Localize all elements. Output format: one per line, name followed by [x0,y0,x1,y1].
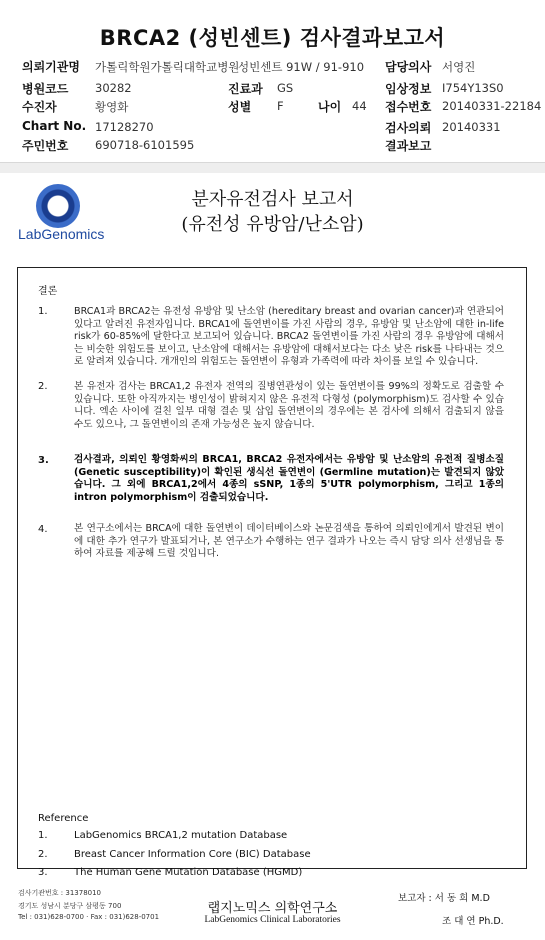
hospital-code-value: 30282 [95,81,132,95]
reporter: 보고자 : 서 동 희 M.D [398,893,490,904]
collector-label: 수진자 [22,100,57,114]
conclusion-num-3: 3. [38,455,49,466]
reviewer: 조 대 연 Ph.D. [442,916,504,927]
footer-license: 검사기관번호 : 31378010 [18,889,102,897]
conclusion-num-1: 1. [38,306,48,317]
section-divider [0,162,545,173]
collector-value: 황영화 [95,100,129,114]
report-title: 분자유전검사 보고서 [191,189,354,210]
dept-value: GS [277,81,294,95]
conclusion-text-1: BRCA1과 BRCA2는 유전성 유방암 및 난소암 (hereditary breast and ovarian cancer)과 연관되어 있다고 알려진 유전자입니다. BRCA1에 돌연변이를 가진 사람의 경우, 유방암 및 난소암에 대한 in-life risk가 60-85%에 달한다고 보고되어 있습니다. BRCA2 돌연변이를 가진 사람의 경우 유방암에 대해서는 비슷한 위험도를 보이고, 난소암에 대해서는 유방암에 대해서보다는 다소 낮은 risk를 나타내는 것으로 알려져 있습니다. 개개인의 위험도는 돌연변이 유형과 가족력에 따라 차이를 보일 수 있습니다. [74,306,504,368]
chart-value: 17128270 [95,120,154,134]
doctor-label: 담당의사 [385,60,432,74]
conclusion-text-2: 본 유전자 검사는 BRCA1,2 유전자 전역의 질병연관성이 있는 돌연변이를 99%의 정확도로 검출할 수 있습니다. 또한 아직까지는 병인성이 밝혀지지 않은 유전적 다형성 (polymorphism)도 검사할 수 있습니다. 엑손 사이에 걸친 일부 대형 결손 및 삽입 돌연변이의 경우에는 본 검사에 의해서 검출되지 않을 수도 있으나, 그 돌연변이의 존재 가능성은 높지 않습니다. [74,381,504,430]
age-label: 나이 [318,100,342,114]
document-title: BRCA2 (성빈센트) 검사결과보고서 [99,26,446,50]
result-label: 결과보고 [385,139,432,153]
dept-label: 진료과 [228,82,263,96]
age-value: 44 [352,99,367,113]
sex-value: F [277,99,284,113]
reference-heading: Reference [38,813,89,824]
conclusion-text-3: 검사결과, 의뢰인 황영화씨의 BRCA1, BRCA2 유전자에서는 유방암 및 난소암의 유전적 질병소질 (Genetic susceptibility)이 확인된 생식선 돌연변이 (Germline mutation)는 발견되지 않았습니다. 그 외에 BRCA1,2에서 4종의 sSNP, 1종의 5'UTR polymorphism, 그리고 1종의 intron polymorphism이 검출되었습니다. [74,454,504,503]
doctor-value: 서영진 [442,60,476,74]
hospital-code-label: 병원코드 [22,82,69,96]
reference-num-2: 2. [38,849,48,860]
center-value: 성빈센트 91W / 91-910 [238,60,365,74]
chart-label: Chart No. [22,119,87,133]
reference-item-2: Breast Cancer Information Core (BIC) Database [74,849,311,860]
reference-num-1: 1. [38,830,48,841]
institution-label: 의뢰기관명 [22,60,80,74]
footer-address: 경기도 성남시 분당구 삼평동 700 [18,902,122,910]
receipt-label: 접수번호 [385,100,432,114]
reference-item-1: LabGenomics BRCA1,2 mutation Database [74,830,288,841]
request-label: 검사의뢰 [385,121,432,135]
reference-item-3: The Human Gene Mutation Database (HGMD) [74,867,303,878]
conclusion-num-2: 2. [38,381,48,392]
receipt-value: 20140331-22184 [442,99,542,113]
ssn-value: 690718-6101595 [95,138,195,152]
footer-phone: Tel : 031)628-0700 · Fax : 031)628-0701 [18,913,160,921]
conclusion-text-4: 본 연구소에서는 BRCA에 대한 돌연변이 데이터베이스와 논문검색을 통하여 의뢰인에게서 발견된 변이에 대한 추가 연구가 발표되거나, 본 연구소가 수행하는 연구 결과가 나오는 즉시 담당 의사 선생님을 통하여 자료를 제공해 드릴 것입니다. [74,523,504,560]
institution-value: 가톨릭학원가톨릭대학교병원 [95,60,240,74]
reference-num-3: 3. [38,867,48,878]
clinical-label: 임상정보 [385,82,432,96]
institute-name-en: LabGenomics Clinical Laboratories [204,915,341,925]
ssn-label: 주민번호 [22,139,69,153]
institute-name-ko: 랩지노믹스 의학연구소 [207,901,338,916]
conclusion-num-4: 4. [38,524,48,535]
report-subtitle: (유전성 유방암/난소암) [181,214,364,235]
sex-label: 성별 [228,100,252,114]
logo-text: LabGenomics [18,226,105,242]
request-value: 20140331 [442,120,501,134]
conclusion-heading: 결론 [38,286,58,297]
clinical-value: I754Y13S0 [442,81,504,95]
